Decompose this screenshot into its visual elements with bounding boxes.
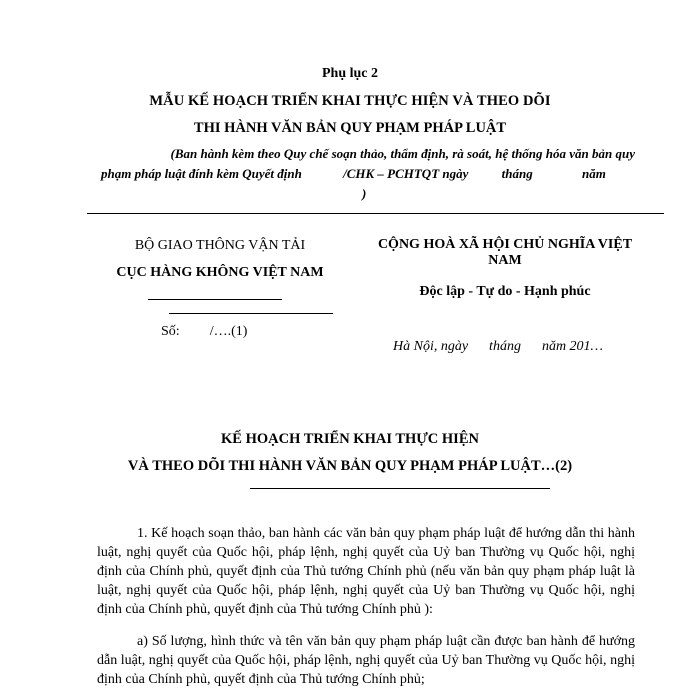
form-title-line2: THI HÀNH VĂN BẢN QUY PHẠM PHÁP LUẬT	[193, 120, 507, 136]
place-date: Hà Nội, ngày tháng năm 201…	[393, 339, 603, 354]
header-divider	[87, 213, 664, 214]
body-paragraph-1: 1. Kế hoạch soạn thảo, ban hành các văn bản quy phạm pháp luật để hướng dẫn thi hành luật, nghị quyết của Quốc hội, pháp lệnh, nghị quyết của Uỷ ban Thường vụ Quốc hội, nghị định của Chính phủ, quyết định của Thủ tướng Chính phủ (nếu văn bản quy phạm pháp luật là luật, nghị quyết của Quốc hội, pháp lệnh, nghị quyết của Uỷ ban Thường vụ Quốc hội, nghị định của Chính phủ, quyết định của Thủ tướng Chính phủ ):	[97, 526, 635, 617]
document-number	[161, 324, 247, 340]
note-decision-label: phạm pháp luật đính kèm Quyết định	[101, 166, 302, 181]
national-motto: Độc lập - Tự do - Hạnh phúc	[419, 284, 591, 299]
note-year: năm	[581, 166, 606, 181]
issuance-note-line2	[101, 166, 661, 182]
issuance-note-line1: (Ban hành kèm theo Quy chế soạn thảo, thẩm định, rà soát, hệ thống hóa văn bản quy	[170, 146, 635, 161]
number-value: /….(1)	[209, 324, 248, 339]
plan-title-line2: VÀ THEO DÕI THI HÀNH VĂN BẢN QUY PHẠM PHÁP LUẬT…(2)	[127, 458, 573, 474]
agency-underline-2	[169, 313, 333, 314]
plan-title-underline	[250, 488, 550, 489]
nation-name: CỘNG HOÀ XÃ HỘI CHỦ NGHĨA VIỆT NAM	[377, 237, 633, 268]
note-decision-code: /CHK – PCHTQT ngày	[343, 166, 469, 181]
form-title-line1: MẪU KẾ HOẠCH TRIỂN KHAI THỰC HIỆN VÀ THEO DÕI	[149, 93, 551, 109]
agency-underline	[148, 299, 282, 300]
body-paragraph-2: a) Số lượng, hình thức và tên văn bản quy phạm pháp luật cần được ban hành để hướng dẫn luật, nghị quyết của Quốc hội, pháp lệnh, nghị quyết của Uỷ ban Thường vụ Quốc hội, nghị định của Chính phủ, quyết định của Thủ tướng Chính phủ;	[97, 634, 635, 687]
agency-name: CỤC HÀNG KHÔNG VIỆT NAM	[116, 265, 324, 280]
appendix-label: Phụ lục 2	[321, 66, 378, 81]
number-label: Số:	[161, 324, 180, 339]
note-month: tháng	[501, 166, 533, 181]
plan-title-line1: KẾ HOẠCH TRIỂN KHAI THỰC HIỆN	[221, 431, 479, 447]
issuance-note-line3: )	[362, 186, 367, 201]
ministry-name: BỘ GIAO THÔNG VẬN TẢI	[134, 238, 306, 253]
